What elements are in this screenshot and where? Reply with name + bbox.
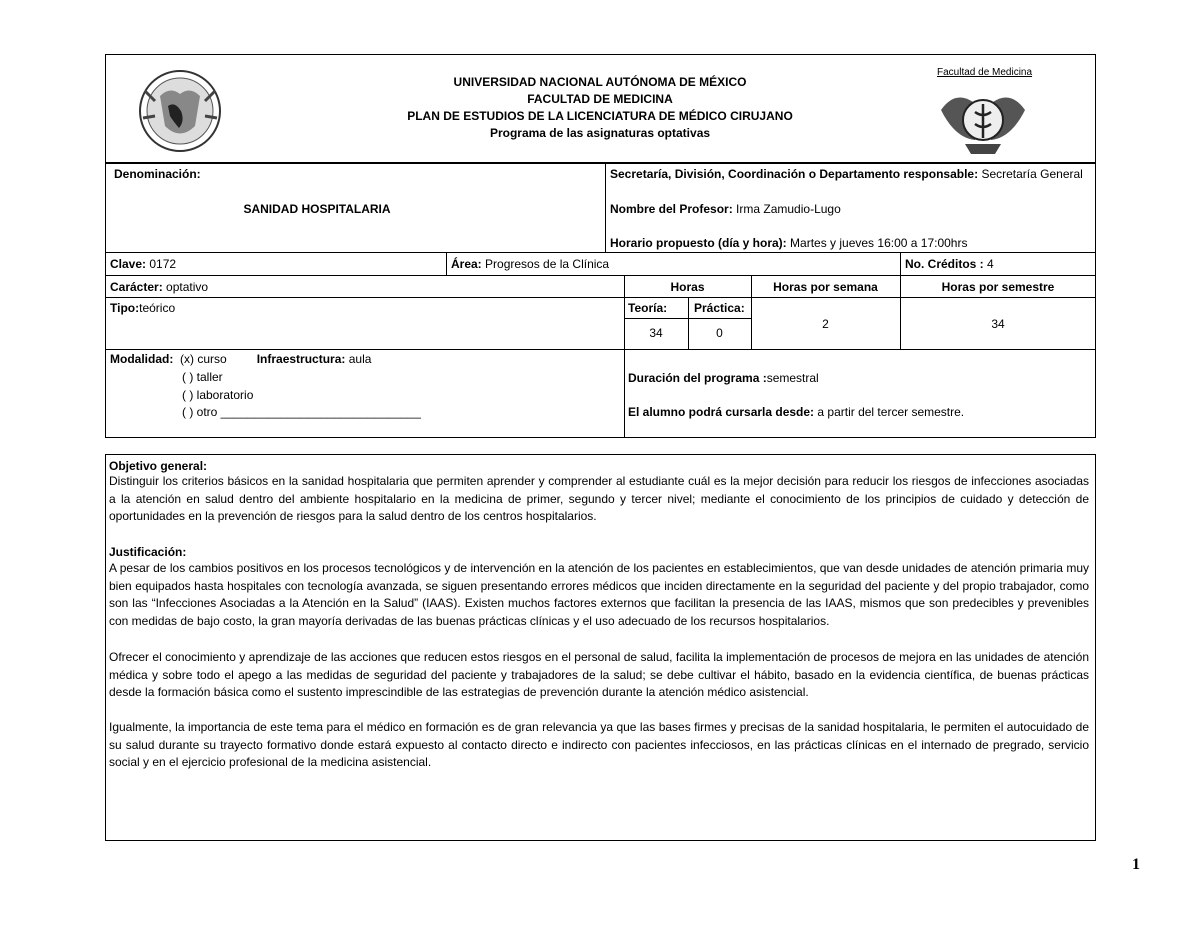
- duracion-field: [628, 371, 819, 385]
- denominacion-value: SANIDAD HOSPITALARIA: [243, 202, 391, 216]
- secretaria-value: Secretaría General: [981, 167, 1083, 181]
- table-divider: [624, 275, 625, 438]
- duracion-label: Duración del programa :: [628, 371, 767, 385]
- area-value: Progresos de la Clínica: [485, 257, 610, 271]
- modalidad-option-taller: ( ) taller: [182, 370, 223, 384]
- cursarla-value: a partir del tercer semestre.: [817, 405, 965, 419]
- objetivo-paragraph: Distinguir los criterios básicos en la sanidad hospitalaria que permiten aprender y comprender al estudiante cuál es la mejor decisión para reducir los riesgos de infecciones asociadas a la atención en salud dentro del ambiente hospitalario en la medicina de primer, segundo y tercer nivel; mediante el conocimiento de los principios de cuidado y detección de oportunidades en la prevención de riesgos para la salud dentro de los centros hospitalarios.: [109, 474, 1089, 523]
- tipo-field: [110, 301, 175, 315]
- table-divider: [105, 162, 1096, 164]
- creditos-label: No. Créditos :: [905, 257, 984, 271]
- clave-label: Clave:: [110, 257, 147, 271]
- horario-label: Horario propuesto (día y hora):: [610, 236, 787, 250]
- horario-field: [610, 236, 967, 250]
- horas-semana-value: 2: [822, 317, 829, 331]
- table-divider: [105, 275, 1096, 276]
- header-faculty: FACULTAD DE MEDICINA: [527, 92, 673, 106]
- tipo-value: teórico: [139, 301, 176, 315]
- faculty-medicine-crest-icon: [935, 80, 1031, 160]
- justificacion-paragraph-3: Igualmente, la importancia de este tema para el médico en formación es de gran relevancia ya que las bases firmes y precisas de la sanidad hospitalaria, le permiten el autocuidado de su salud durante su trayecto formativo donde estará expuesto al contacto directo e indirecto con pacientes infecciosos, en las prácticas clínicas en el internado de pregrado, servicio social y en el ejercicio profesional de la medicina asistencial.: [109, 720, 1089, 769]
- justificacion-heading: Justificación:: [109, 545, 187, 559]
- justificacion-paragraph-1: A pesar de los cambios positivos en los procesos tecnológicos y de intervención en la atención de los pacientes en establecimientos, que van desde unidades de atención primaria muy bien equipados hasta hospitales con tecnología avanzada, se siguen presentando errores médicos que inciden directamente en la seguridad del paciente y del propio trabajador, como son las “Infecciones Asociadas a la Atención en la Salud” (IAAS). Existen muchos factores externos que facilitan la presencia de las IAAS, mismos que son predecibles y prevenibles con medidas de bajo costo, la gran mayoría derivadas de las buenas prácticas clínicas y el uso adecuado de los recursos hospitalarios.: [109, 561, 1089, 628]
- table-divider: [446, 252, 447, 275]
- area-field: [451, 257, 609, 271]
- header-program: Programa de las asignaturas optativas: [489, 126, 711, 140]
- page-number: 1: [1132, 856, 1140, 873]
- table-divider: [105, 252, 1096, 253]
- header-plan: PLAN DE ESTUDIOS DE LA LICENCIATURA DE MÉDICO CIRUJANO: [407, 109, 793, 123]
- cursarla-field: [628, 405, 964, 419]
- modalidad-label: Modalidad:: [110, 352, 174, 366]
- table-divider: [105, 297, 1096, 298]
- secretaria-label: Secretaría, División, Coordinación o Departamento responsable:: [610, 167, 979, 181]
- table-divider: [605, 162, 606, 252]
- teoria-value: 34: [649, 326, 663, 340]
- duracion-value: semestral: [766, 371, 819, 385]
- justificacion-paragraph-2: Ofrecer el conocimiento y aprendizaje de las acciones que reducen estos riesgos en el personal de salud, facilita la implementación de procesos de mejora en las unidades de atención médica y sobre todo el apego a las medidas de seguridad del paciente y trabajadores de la salud; se debe cultivar el hábito, basado en la evidencia científica, de buenas prácticas desde la formación básica como el sustento imprescindible de las estrategias de prevención durante la atención médico asistencial.: [109, 650, 1089, 699]
- table-divider: [688, 297, 689, 349]
- modalidad-field: [110, 352, 371, 366]
- unam-crest-icon: [135, 66, 225, 156]
- modalidad-option-otro: ( ) otro ______________________________: [182, 405, 421, 419]
- tipo-label: Tipo:: [110, 301, 140, 315]
- modalidad-option-laboratorio: ( ) laboratorio: [182, 388, 254, 402]
- infraestructura-label: Infraestructura:: [256, 352, 346, 366]
- secretaria-field: [610, 167, 1083, 181]
- denominacion-label: Denominación:: [114, 167, 201, 181]
- horas-semana-header: Horas por semana: [773, 280, 878, 294]
- teoria-header: Teoría:: [628, 301, 668, 315]
- clave-value: 0172: [149, 257, 177, 271]
- clave-field: [110, 257, 176, 271]
- horario-value: Martes y jueves 16:00 a 17:00hrs: [790, 236, 968, 250]
- caracter-value: optativo: [166, 280, 209, 294]
- practica-value: 0: [716, 326, 723, 340]
- infraestructura-value: aula: [348, 352, 372, 366]
- cursarla-label: El alumno podrá cursarla desde:: [628, 405, 815, 419]
- modalidad-option-curso: (x) curso: [180, 352, 227, 366]
- area-label: Área:: [451, 257, 482, 271]
- profesor-value: Irma Zamudio-Lugo: [736, 202, 841, 216]
- table-divider: [900, 252, 901, 275]
- profesor-label: Nombre del Profesor:: [610, 202, 733, 216]
- table-divider: [105, 349, 1096, 350]
- horas-semestre-value: 34: [991, 317, 1005, 331]
- practica-header: Práctica:: [694, 301, 745, 315]
- header-university: UNIVERSIDAD NACIONAL AUTÓNOMA DE MÉXICO: [453, 75, 747, 89]
- objetivo-heading: Objetivo general:: [109, 459, 208, 473]
- creditos-field: [905, 257, 994, 271]
- profesor-field: [610, 202, 841, 216]
- creditos-value: 4: [987, 257, 994, 271]
- caracter-label: Carácter:: [110, 280, 163, 294]
- right-logo-caption: Facultad de Medicina: [937, 67, 1033, 78]
- caracter-field: [110, 280, 208, 294]
- horas-header: Horas: [670, 280, 705, 294]
- horas-semestre-header: Horas por semestre: [941, 280, 1055, 294]
